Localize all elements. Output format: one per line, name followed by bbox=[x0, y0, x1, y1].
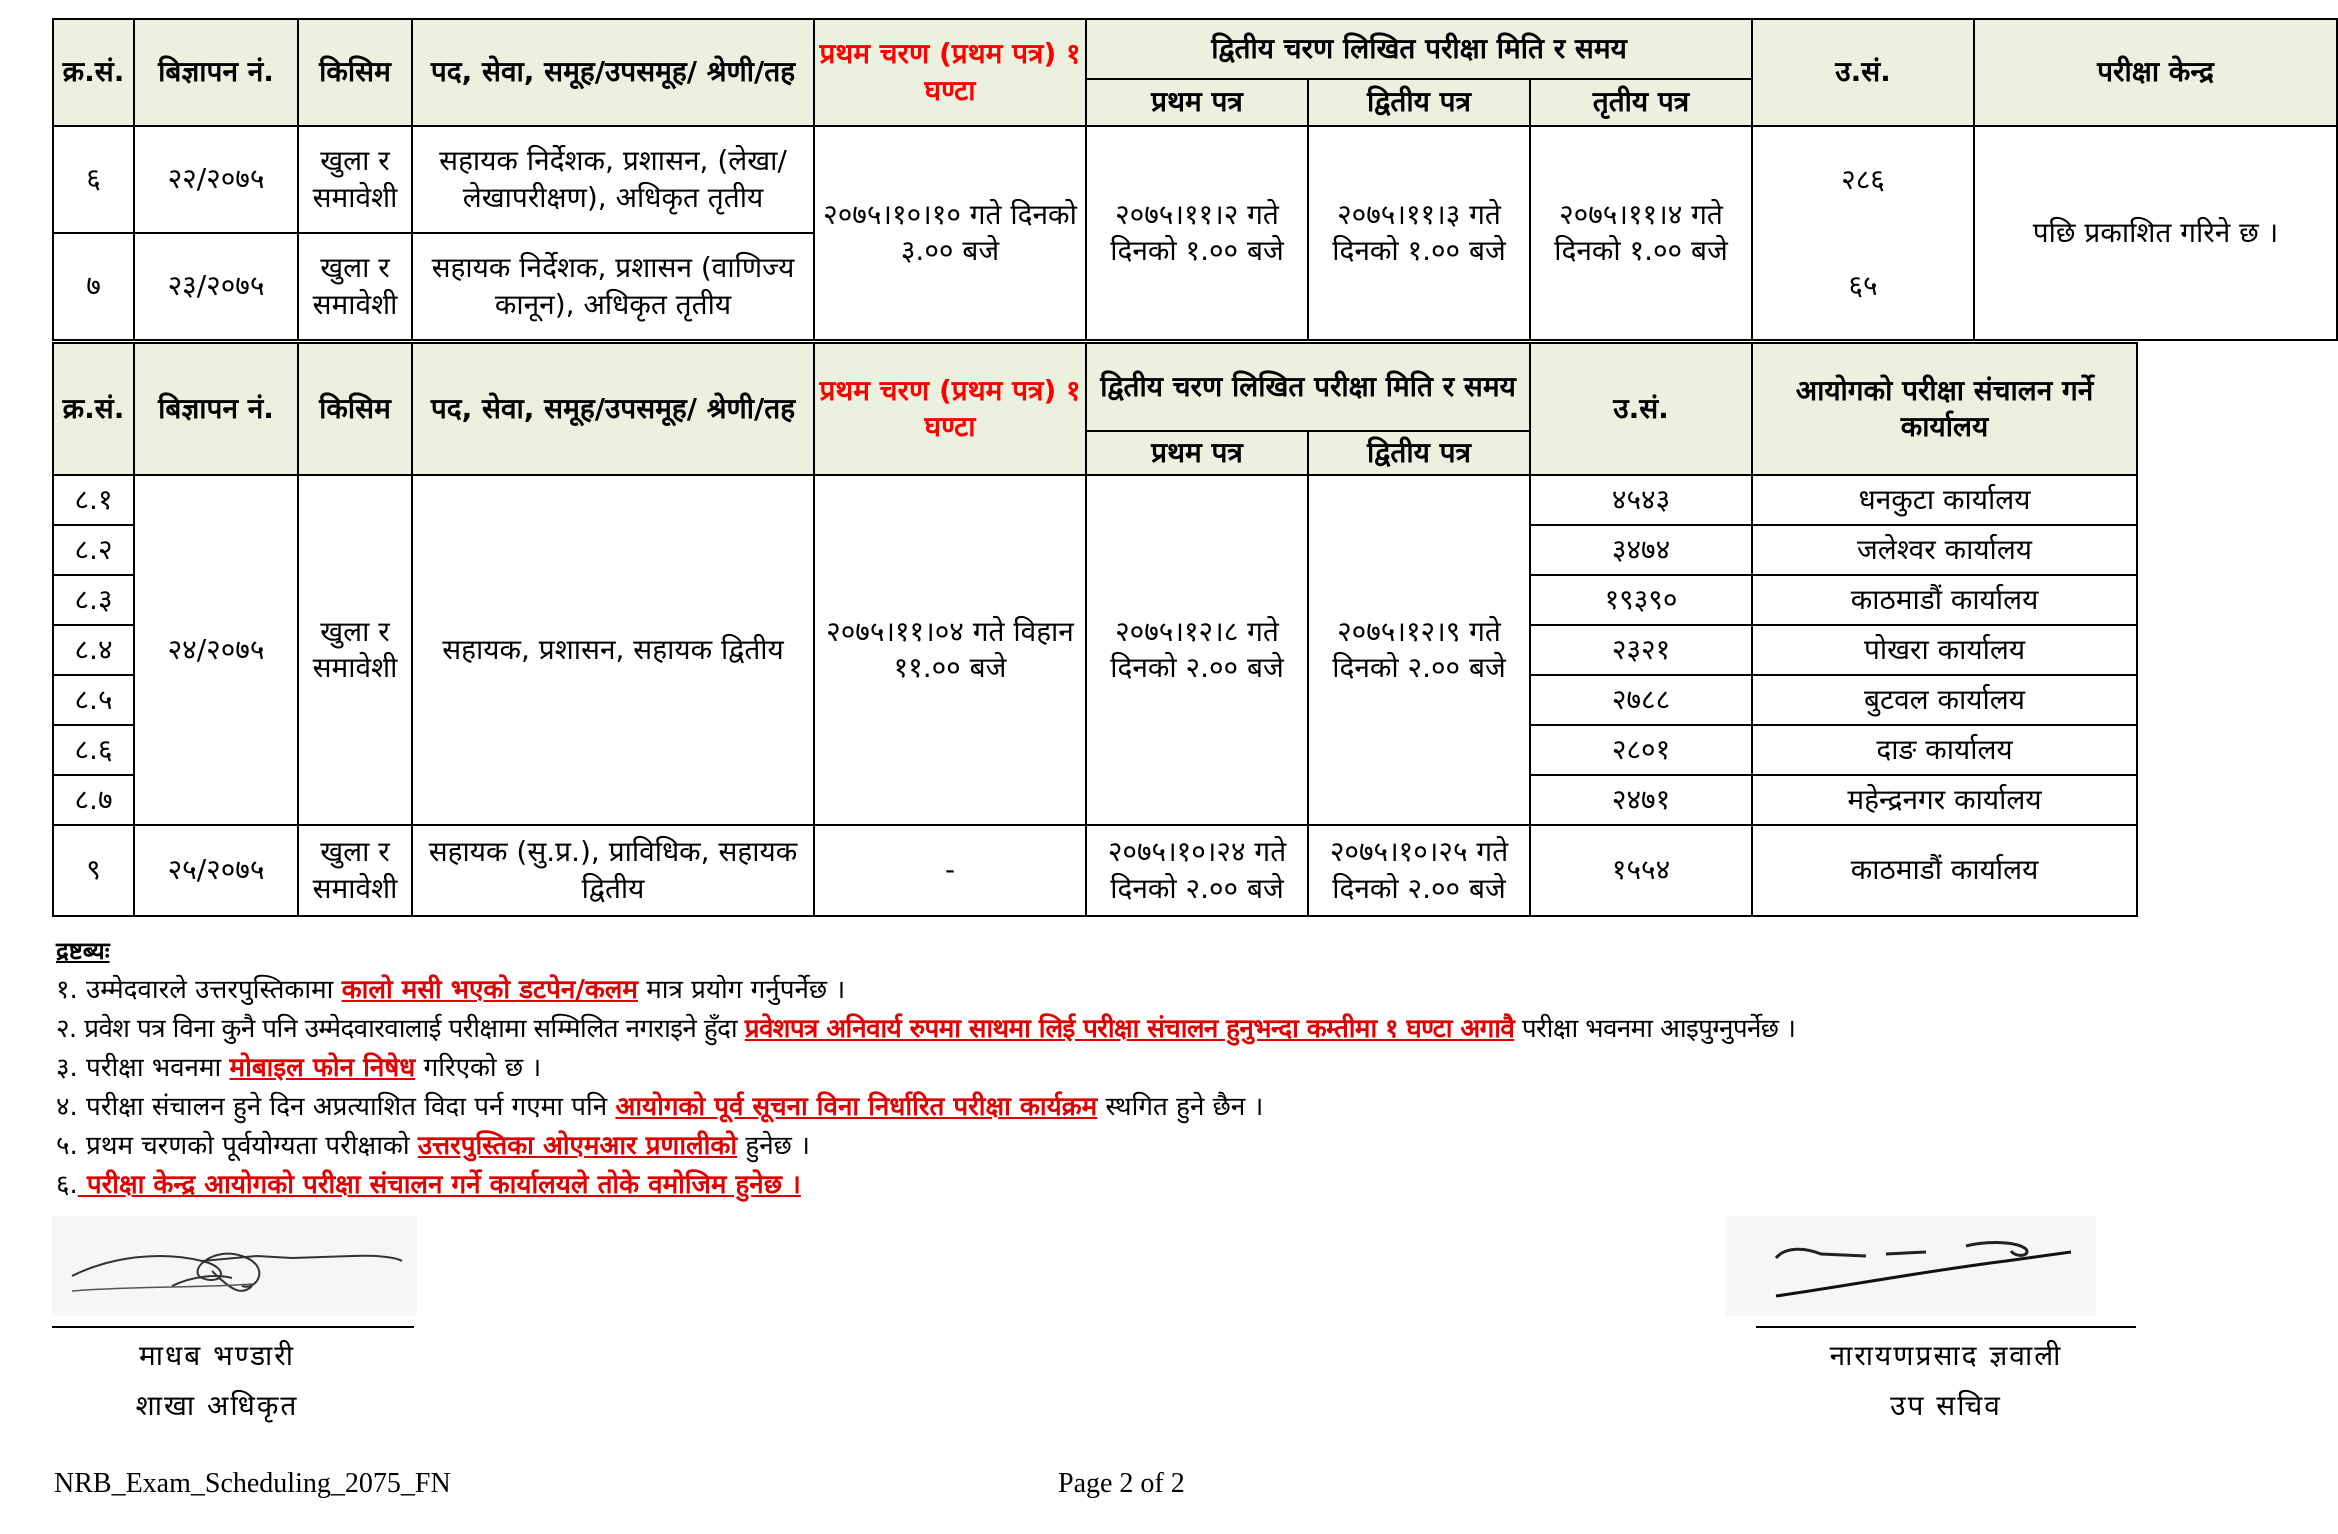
signatory-right bbox=[1726, 1216, 2136, 1436]
row-serial: ८.६ bbox=[53, 725, 134, 775]
group8-first-stage-date: २०७५।११।०४ गते विहान ११.०० बजे bbox=[814, 475, 1086, 825]
note-item bbox=[56, 1166, 1795, 1205]
footer-page-number: Page 2 of 2 bbox=[1058, 1468, 1185, 1499]
row-candidates: २३२१ bbox=[1530, 625, 1752, 675]
exam-schedule-table-assistant bbox=[52, 342, 2138, 917]
row-office: जलेश्वर कार्यालय bbox=[1752, 525, 2137, 575]
note-item bbox=[56, 971, 1795, 1010]
row-candidates: ३४७४ bbox=[1530, 525, 1752, 575]
header-second-stage: द्वितीय चरण लिखित परीक्षा मिति र समय bbox=[1086, 343, 1530, 431]
header-paper-2: द्वितीय पत्र bbox=[1308, 79, 1530, 126]
footer-document-id: NRB_Exam_Scheduling_2075_FN bbox=[54, 1468, 451, 1499]
note-highlight: उत्तरपुस्तिका ओएमआर प्रणालीको bbox=[417, 1131, 738, 1161]
signature-line bbox=[52, 1326, 414, 1328]
row-serial: ८.३ bbox=[53, 575, 134, 625]
row-paper-2-date: २०७५।१०।२५ गते दिनको २.०० बजे bbox=[1308, 825, 1530, 916]
note-text: हुनेछ । bbox=[737, 1131, 810, 1161]
header-exam-office: आयोगको परीक्षा संचालन गर्ने कार्यालय bbox=[1752, 343, 2137, 475]
header-candidates: उ.सं. bbox=[1752, 19, 1974, 126]
row-office: पोखरा कार्यालय bbox=[1752, 625, 2137, 675]
table-row bbox=[53, 475, 2137, 525]
header-type: किसिम bbox=[298, 19, 412, 126]
signature-image bbox=[52, 1216, 417, 1316]
row-office: धनकुटा कार्यालय bbox=[1752, 475, 2137, 525]
exam-center-note: पछि प्रकाशित गरिने छ । bbox=[1974, 126, 2337, 340]
signature-scribble-left bbox=[52, 1216, 417, 1316]
header-paper-2: द्वितीय पत्र bbox=[1308, 431, 1530, 475]
note-item bbox=[56, 1127, 1795, 1166]
row-advertisement-no: २५/२०७५ bbox=[134, 825, 298, 916]
row-type: खुला र समावेशी bbox=[298, 233, 412, 340]
row-type: खुला र समावेशी bbox=[298, 126, 412, 233]
group8-paper-1-date: २०७५।१२।८ गते दिनको २.०० बजे bbox=[1086, 475, 1308, 825]
group8-type: खुला र समावेशी bbox=[298, 475, 412, 825]
row-candidates: १९३९० bbox=[1530, 575, 1752, 625]
note-text: परीक्षा भवनमा आइपुग्नुपर्नेछ । bbox=[1514, 1014, 1796, 1044]
note-item bbox=[56, 1049, 1795, 1088]
note-highlight: कालो मसी भएको डटपेन/कलम bbox=[341, 975, 638, 1005]
header-advertisement-no: बिज्ञापन नं. bbox=[134, 343, 298, 475]
header-serial: क्र.सं. bbox=[53, 343, 134, 475]
row-serial: ८.२ bbox=[53, 525, 134, 575]
note-highlight: आयोगको पूर्व सूचना विना निर्धारित परीक्षा कार्यक्रम bbox=[615, 1092, 1098, 1122]
notes-section bbox=[56, 932, 1795, 1205]
group8-post: सहायक, प्रशासन, सहायक द्वितीय bbox=[412, 475, 814, 825]
header-first-stage: प्रथम चरण (प्रथम पत्र) १ घण्टा bbox=[814, 343, 1086, 475]
signatory-name: नारायणप्रसाद ज्ञवाली bbox=[1829, 1339, 2063, 1372]
row-serial: ७ bbox=[53, 233, 134, 340]
signatory-left bbox=[52, 1216, 432, 1436]
header-paper-1: प्रथम पत्र bbox=[1086, 431, 1308, 475]
header-exam-center: परीक्षा केन्द्र bbox=[1974, 19, 2337, 126]
exam-schedule-table-officer bbox=[52, 18, 2338, 341]
note-item bbox=[56, 1088, 1795, 1127]
note-highlight: प्रवेशपत्र अनिवार्य रुपमा साथमा लिई परीक्षा संचालन हुनुभन्दा कम्तीमा १ घण्टा अगावै bbox=[744, 1014, 1515, 1044]
note-text: ६. bbox=[56, 1170, 78, 1200]
header-first-stage: प्रथम चरण (प्रथम पत्र) १ घण्टा bbox=[814, 19, 1086, 126]
row-candidates: २८०१ bbox=[1530, 725, 1752, 775]
signature-scribble-right bbox=[1726, 1216, 2096, 1316]
header-second-stage: द्वितीय चरण लिखित परीक्षा मिति र समय bbox=[1086, 19, 1752, 79]
table-row bbox=[53, 126, 2337, 233]
row-candidates: २७८८ bbox=[1530, 675, 1752, 725]
row-office: काठमाडौं कार्यालय bbox=[1752, 575, 2137, 625]
header-post: पद, सेवा, समूह/उपसमूह/ श्रेणी/तह bbox=[412, 343, 814, 475]
signatory-title: शाखा अधिकृत bbox=[135, 1389, 299, 1422]
note-text: स्थगित हुने छैन । bbox=[1097, 1092, 1264, 1122]
row-candidates: २४७१ bbox=[1530, 775, 1752, 825]
group8-advertisement-no: २४/२०७५ bbox=[134, 475, 298, 825]
row-advertisement-no: २२/२०७५ bbox=[134, 126, 298, 233]
first-stage-date: २०७५।१०।१० गते दिनको ३.०० बजे bbox=[814, 126, 1086, 340]
row-serial: ८.४ bbox=[53, 625, 134, 675]
row-serial: ६ bbox=[53, 126, 134, 233]
row-post: सहायक (सु.प्र.), प्राविधिक, सहायक द्वितीय bbox=[412, 825, 814, 916]
note-text: ५. प्रथम चरणको पूर्वयोग्यता परीक्षाको bbox=[56, 1131, 418, 1161]
signatory-name: माधब भण्डारी bbox=[138, 1339, 296, 1372]
paper-1-date: २०७५।११।२ गते दिनको १.०० बजे bbox=[1086, 126, 1308, 340]
row-serial: ९ bbox=[53, 825, 134, 916]
row-office: काठमाडौं कार्यालय bbox=[1752, 825, 2137, 916]
row-office: दाङ कार्यालय bbox=[1752, 725, 2137, 775]
row-first-stage-date: - bbox=[814, 825, 1086, 916]
group8-paper-2-date: २०७५।१२।९ गते दिनको २.०० बजे bbox=[1308, 475, 1530, 825]
signature-line bbox=[1756, 1326, 2136, 1328]
row-type: खुला र समावेशी bbox=[298, 825, 412, 916]
paper-3-date: २०७५।११।४ गते दिनको १.०० बजे bbox=[1530, 126, 1752, 340]
row-candidates: ६५ bbox=[1752, 233, 1974, 340]
row-office: महेन्द्रनगर कार्यालय bbox=[1752, 775, 2137, 825]
note-text: १. उम्मेदवारले उत्तरपुस्तिकामा bbox=[56, 975, 342, 1005]
header-type: किसिम bbox=[298, 343, 412, 475]
row-serial: ८.७ bbox=[53, 775, 134, 825]
row-paper-1-date: २०७५।१०।२४ गते दिनको २.०० बजे bbox=[1086, 825, 1308, 916]
header-post: पद, सेवा, समूह/उपसमूह/ श्रेणी/तह bbox=[412, 19, 814, 126]
note-text: ३. परीक्षा भवनमा bbox=[56, 1053, 230, 1083]
table-row bbox=[53, 825, 2137, 916]
note-text: ४. परीक्षा संचालन हुने दिन अप्रत्याशित विदा पर्न गएमा पनि bbox=[56, 1092, 616, 1122]
row-serial: ८.५ bbox=[53, 675, 134, 725]
signature-image bbox=[1726, 1216, 2096, 1316]
note-text: २. प्रवेश पत्र विना कुनै पनि उम्मेदवारवालाई परीक्षामा सम्मिलित नगराइने हुँदा bbox=[56, 1014, 745, 1044]
note-highlight: मोबाइल फोन निषेध bbox=[229, 1053, 416, 1083]
note-highlight: परीक्षा केन्द्र आयोगको परीक्षा संचालन गर्ने कार्यालयले तोके वमोजिम हुनेछ । bbox=[77, 1170, 801, 1200]
header-advertisement-no: बिज्ञापन नं. bbox=[134, 19, 298, 126]
paper-2-date: २०७५।११।३ गते दिनको १.०० बजे bbox=[1308, 126, 1530, 340]
note-text: मात्र प्रयोग गर्नुपर्नेछ । bbox=[637, 975, 846, 1005]
row-candidates: १५५४ bbox=[1530, 825, 1752, 916]
row-advertisement-no: २३/२०७५ bbox=[134, 233, 298, 340]
header-serial: क्र.सं. bbox=[53, 19, 134, 126]
row-office: बुटवल कार्यालय bbox=[1752, 675, 2137, 725]
row-candidates: २८६ bbox=[1752, 126, 1974, 233]
row-serial: ८.१ bbox=[53, 475, 134, 525]
header-candidates: उ.सं. bbox=[1530, 343, 1752, 475]
note-item bbox=[56, 1010, 1795, 1049]
notes-title: द्रष्टब्यः bbox=[56, 937, 110, 965]
row-candidates: ४५४३ bbox=[1530, 475, 1752, 525]
note-text: गरिएको छ । bbox=[415, 1053, 542, 1083]
signatory-title: उप सचिव bbox=[1890, 1389, 2002, 1422]
header-paper-3: तृतीय पत्र bbox=[1530, 79, 1752, 126]
header-paper-1: प्रथम पत्र bbox=[1086, 79, 1308, 126]
row-post: सहायक निर्देशक, प्रशासन (वाणिज्य कानून), अधिकृत तृतीय bbox=[412, 233, 814, 340]
row-post: सहायक निर्देशक, प्रशासन, (लेखा/लेखापरीक्षण), अधिकृत तृतीय bbox=[412, 126, 814, 233]
